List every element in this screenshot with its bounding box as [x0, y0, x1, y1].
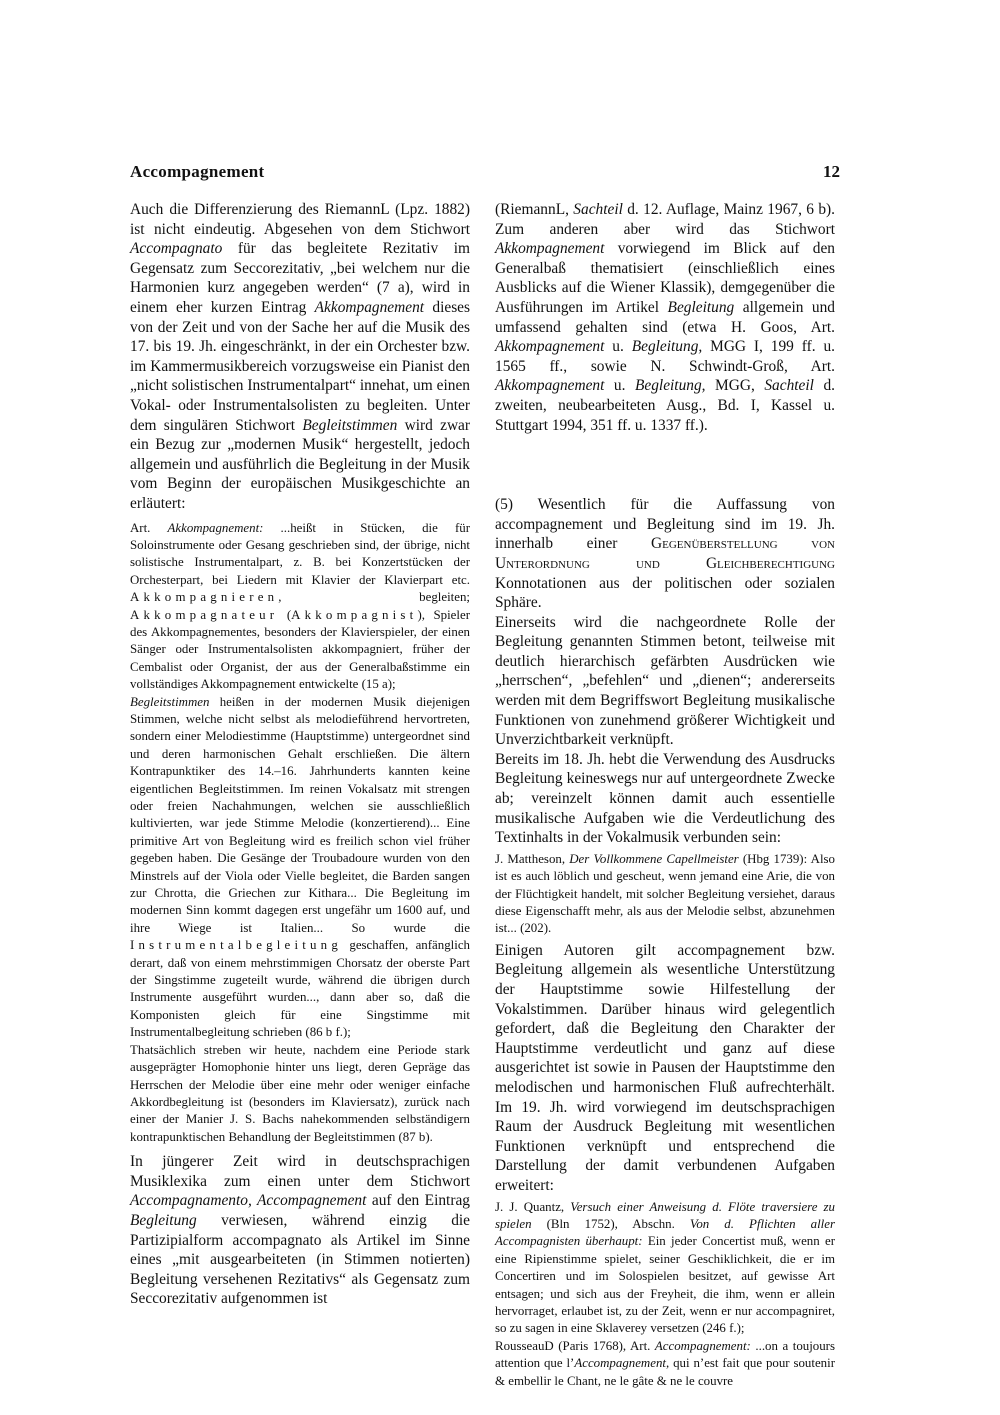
text-run: (Hbg 1739): Also ist es auch löblich und gescheut, wenn jemand eine Arie, die von der Flüchtigkeit handelt, mit solcher Begleitung versiehet, daraus diese Eigenschafft mehr, als aus der Melodie selbst, abzunehmen ist... (202). [495, 851, 835, 936]
text-run: (Bln 1752), Abschn. [531, 1216, 690, 1231]
text-run: Akkompagnement [495, 240, 605, 258]
right-column [495, 200, 835, 1390]
text-run: geschaffen, anfänglich derart, daß von einem mehrstimmigen Chorsatz der oberste Part der Singstimme zugeteilt wurde, während die übrigen durch Instrumente ausgeführt wurden..., dann aber so, daß die Komponisten gleich für eine Singstimme mit Instrumentalbegleitung schrieben (86 b f.); [130, 938, 470, 1040]
text-run: Akkompagnement: [167, 520, 264, 535]
text-run: Versuch einer Anweisung d. Flöte traversiere zu spielen [495, 1199, 835, 1231]
body-paragraph [495, 613, 835, 750]
text-run: Begleitung, [635, 377, 706, 395]
text-run: vorwiegend im Blick auf den Generalbaß thematisiert (einschließlich eines Ausblicks auf die Wiener Klassik), demgegenüber die Ausführungen im Artikel [495, 240, 835, 316]
text-run: Sachteil [573, 201, 623, 218]
text-run: Akkompagnieren [130, 590, 279, 605]
text-run: auf den Eintrag [366, 1192, 470, 1210]
text-run: (RiemannL, [495, 201, 574, 218]
text-run: ...heißt in Stücken, die für Soloinstrumente oder Gesang geschrieben sind, der übrige, nicht solistische Instrumentalpart, z. B. bei Konzertstücken der Orchesterpart, bei Liedern mit Klavier der Klavierpart etc. [130, 520, 470, 587]
text-run: verwiesen, während einzig die Partizipialform accompagnato als Artikel im Sinne eines „mit ausgearbeiteten (in Stimmen notierten) Begleitung versehenen Rezitativs“ als Gegensatz zum Seccorezitativ aufgenommen ist [130, 1211, 470, 1308]
quotation [130, 1042, 470, 1146]
text-run: qui n’est fait que pour soutenir & embellir le Chant, ne le gâte & ne le couvre [495, 1356, 835, 1388]
body-paragraph [130, 1152, 470, 1309]
text-run: Auch die Differenzierung des RiemannL (Lpz. 1882) ist nicht eindeutig. Abgesehen von dem Stichwort [130, 201, 470, 238]
quotation [130, 694, 470, 1042]
text-run: ), Spieler des Akkompagnementes, besonders der Klavierspieler, der einen Sänger oder Instrumentalsolisten akkompagniert, früher der Cembalist oder Organist, der aus der Generalbaßstimme ein vollständiges Akkompagnement entwickelte (15 a); [130, 607, 470, 692]
text-run: Einerseits wird die nachgeordnete Rolle der Begleitung genannten Stimmen betont, teilweise mit deutlich hierarchisch gefärbten Ausdrücken wie „herrschen“, „befehlen“ und „dienen“; andererseits werden mit dem Begriffswort Begleitung musikalische Funktionen von zunehmend größerer Wichtigkeit und Unverzichtbarkeit verknüpft. [495, 613, 835, 749]
text-run: MGG I, 199 ff. u. 1565 ff., sowie N. Schwindt-Groß, Art. [495, 338, 835, 375]
page-number: 12 [823, 162, 840, 181]
text-run: Instrumentalbegleitung [130, 938, 342, 953]
text-run: Begleitung, [631, 338, 703, 356]
text-run: u. [604, 377, 635, 395]
text-run: MGG, [705, 377, 765, 395]
text-run: (5) Wesentlich für die Auffassung von accompagnement und Begleitung sind im 19. Jh. innerhalb einer [495, 496, 835, 553]
text-run: Ein jeder Concertist muß, wenn er eine Ripienstimme spielet, seiner Geschiklichkeit, die er im Concertiren und im Solospielen besitzet, auf gewisse Art entsagen; und sich aus der Freyheit, die ihm, wenn er allein hervorraget, erlaubet ist, zu der Zeit, wenn er nur accompagniret, so zu sagen in eine Sklaverey versetzen (246 f.); [495, 1234, 835, 1336]
body-paragraph [495, 750, 835, 848]
text-run: Accompagnement, [574, 1356, 670, 1371]
quotation [495, 1338, 835, 1390]
text-run: J. Mattheson, [495, 851, 570, 866]
text-run: Begleitstimmen [302, 416, 398, 434]
body-paragraph [495, 200, 835, 435]
text-run: wird zwar ein Bezug zur „modernen Musik“ hergestellt, jedoch allgemein und ausführlich die Begleitung in der Musik vom Beginn der europäischen Musikgeschichte an erläutert: [130, 416, 471, 512]
section-paragraph [495, 495, 835, 613]
quotation [495, 851, 835, 938]
text-run: Gegenüberstellung von Unterordnung und Gleichberechtigung [495, 535, 835, 572]
text-run: Von d. Pflichten aller Accompagnisten überhaupt: [495, 1216, 835, 1249]
text-run: In jüngerer Zeit wird in deutschsprachigen Musiklexika zum einen unter dem Stichwort [130, 1153, 470, 1190]
text-run: Begleitung [667, 298, 735, 316]
text-run: Bereits im 18. Jh. hebt die Verwendung des Ausdrucks Begleitung keineswegs nur auf untergeordnete Zwecke ab; vereinzelt können damit auch essentielle musikalische Aufgaben wie die Verdeutlichung des Textinhalts in der Vokalmusik verbunden sein: [495, 750, 835, 847]
body-paragraph [495, 941, 835, 1196]
running-header [130, 162, 840, 186]
text-run: Akkompagnement [495, 338, 605, 356]
quotation [495, 1199, 835, 1338]
text-run: Thatsächlich streben wir heute, nachdem eine Periode stark ausgeprägter Homophonie hinter uns liegt, deren Gepräge das Herrschen der Melodie über eine mehr oder weniger einfache Akkordbegleitung ist (besonders im Klaviersatz), zurück nach einer der Manier J. S. Bachs nahekommenden selbständigern kontrapunktischen Behandlung der Begleitstimmen (87 b). [130, 1042, 470, 1144]
left-column [130, 200, 470, 1309]
text-run: Einigen Autoren gilt accompagnement bzw. Begleitung allgemein als wesentliche Unterstützung der Hauptstimme sowie Hilfestellung der Vokalstimmen. Darüber hinaus wird gelegentlich gefordert, daß die Begleitung den Charakter der Hauptstimme verdeutlicht und ganz auf diese ausgerichtet ist sowie in Pausen der Hauptstimme den melodischen und harmonischen Fluß aufrechterhält. Im 19. Jh. wird vorwiegend im deutschsprachigen Raum der Ausdruck Begleitung mit wesentlichen Funktionen verknüpft und entsprechend die Darstellung der damit verbundenen Aufgaben erweitert: [495, 941, 835, 1194]
text-run: Akkompagnement [495, 377, 605, 395]
text-run: Akkompagnist [291, 607, 418, 622]
text-run: ( [278, 607, 292, 622]
text-run: Akkompagnement [314, 298, 425, 316]
text-run: dieses von der Zeit und von der Sache her auf die Musik des 17. bis 19. Jh. eingeschränkt, in der ein Orchester bzw. im Kammermusikbereich vorzugsweise ein Pianist den „nicht solistischen Instrumentalpart“ innehat, um einen Vokal- oder Instrumentalsolisten zu begleiten. Unter dem singulären Stichwort [130, 298, 471, 434]
text-run: d. zweiten, neubearbeiteten Ausg., Bd. I, Kassel u. Stuttgart 1994, 351 ff. u. 1337 ff.). [495, 377, 835, 434]
text-run: RousseauD (Paris 1768), Art. [495, 1338, 655, 1353]
text-run: Art. [130, 520, 168, 535]
text-run: für das begleitete Rezitativ im Gegensatz zum Seccorezitativ, „bei welchem nur die Harmonien kurz angegeben werden“ (7 a), wird in einem eher kurzen Eintrag [130, 240, 470, 316]
text-run: Accompagnamento, Accompagnement [130, 1192, 367, 1210]
text-run: d. 12. Auflage, Mainz 1967, 6 b). Zum anderen aber wird das Stichwort [495, 201, 835, 238]
text-run: Accompagnato [130, 240, 223, 258]
text-run: Accompagnement: [654, 1338, 751, 1353]
text-run: u. [604, 338, 632, 356]
text-run: Konnotationen aus der politischen oder sozialen Sphäre. [495, 574, 835, 612]
running-title: Accompagnement [130, 162, 265, 181]
body-paragraph [130, 200, 470, 514]
text-run: ...on a toujours attention que l’ [495, 1338, 835, 1371]
text-run: Begleitung [130, 1211, 197, 1229]
text-run: Begleitstimmen [130, 694, 210, 709]
text-run: allgemein und umfassend gehalten sind (etwa H. Goos, Art. [495, 298, 835, 336]
text-run: Sachteil [764, 377, 814, 395]
text-run: heißen in der modernen Musik diejenigen Stimmen, welche nicht selbst als melodieführend hervortreten, sondern einer Melodiestimme (Hauptstimme) untergeordnet sind und deren harmonischen Gehalt erschließen. Die ältern Kontrapunktiker des 14.–16. Jahrhunderts kannten keine eigentlichen Begleitstimmen. Im reinen Vokalsatz mit strengen oder freien Nachahmungen, welchen sie ausschließlich kultivierten, war jede Stimme Melodie (konzertierend)... Eine primitive Art von Begleitung wird es freilich schon viel früher gegeben haben. Die Gesänge der Troubadoure wurden von den Minstrels auf der Viola oder Vielle begleitet, die Barden sangen zur Chrotta, die Griechen zur Kithara... Die Begleitung im modernen Sinn kommt dagegen erst ungefähr um 1600 auf, und ihre Wiege ist Italien... So wurde die [130, 694, 470, 935]
text-run: J. J. Quantz, [495, 1199, 571, 1214]
text-run: Der Vollkommene Capellmeister [569, 851, 739, 866]
text-run: , begleiten; [278, 590, 470, 605]
text-run: Akkompagnateur [130, 607, 279, 622]
quotation [130, 520, 470, 694]
